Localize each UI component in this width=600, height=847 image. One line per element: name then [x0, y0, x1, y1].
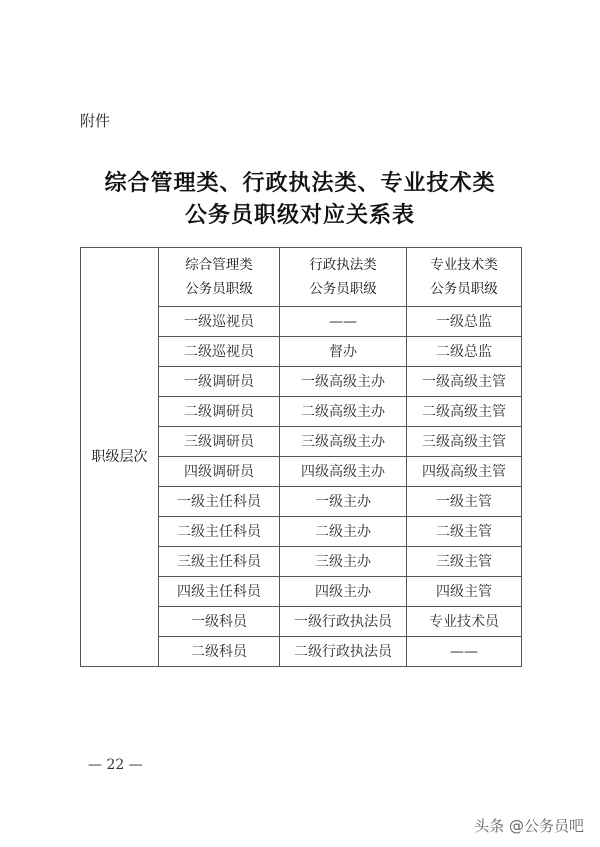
table-cell: 一级主任科员: [159, 487, 280, 517]
table-cell: 三级调研员: [159, 427, 280, 457]
header-cell-law-enforcement: 行政执法类 公务员职级: [280, 248, 407, 307]
level-side-label: 职级层次: [81, 248, 159, 667]
attachment-label: 附件: [80, 112, 111, 130]
table-cell: 二级主管: [407, 517, 522, 547]
table-cell: 督办: [280, 337, 407, 367]
table-cell: 四级主办: [280, 577, 407, 607]
document-title-line1: 综合管理类、行政执法类、专业技术类: [104, 170, 496, 196]
table-cell: 二级科员: [159, 637, 280, 667]
page-number: — 22 —: [88, 757, 143, 773]
table-cell: 三级高级主办: [280, 427, 407, 457]
table-cell: 二级高级主办: [280, 397, 407, 427]
table-cell: 一级主管: [407, 487, 522, 517]
table-cell: ——: [407, 637, 522, 667]
table-cell: 一级高级主办: [280, 367, 407, 397]
table-cell: 二级主办: [280, 517, 407, 547]
table-cell: 一级高级主管: [407, 367, 522, 397]
table-cell: ——: [280, 307, 407, 337]
table-cell: 二级巡视员: [159, 337, 280, 367]
table-cell: 一级总监: [407, 307, 522, 337]
table-cell: 三级高级主管: [407, 427, 522, 457]
table-cell: 三级主办: [280, 547, 407, 577]
table-cell: 一级巡视员: [159, 307, 280, 337]
table-cell: 四级主管: [407, 577, 522, 607]
grade-correspondence-table: [80, 247, 522, 667]
table-cell: 二级调研员: [159, 397, 280, 427]
table-cell: 专业技术员: [407, 607, 522, 637]
document-title-line2: 公务员职级对应关系表: [184, 202, 415, 228]
table-cell: 一级主办: [280, 487, 407, 517]
header-cell-comprehensive: 综合管理类 公务员职级: [159, 248, 280, 307]
table-cell: 二级高级主管: [407, 397, 522, 427]
table-cell: 四级高级主管: [407, 457, 522, 487]
table-cell: 四级调研员: [159, 457, 280, 487]
table-cell: 四级高级主办: [280, 457, 407, 487]
table-cell: 一级行政执法员: [280, 607, 407, 637]
table-cell: 一级调研员: [159, 367, 280, 397]
watermark: 头条 @公务员吧: [474, 817, 584, 835]
table-cell: 四级主任科员: [159, 577, 280, 607]
table-cell: 三级主任科员: [159, 547, 280, 577]
table-header-row: [81, 248, 522, 307]
header-cell-professional-technical: 专业技术类 公务员职级: [407, 248, 522, 307]
table-cell: 二级主任科员: [159, 517, 280, 547]
table-cell: 二级总监: [407, 337, 522, 367]
table-cell: 三级主管: [407, 547, 522, 577]
table-cell: 二级行政执法员: [280, 637, 407, 667]
table-cell: 一级科员: [159, 607, 280, 637]
